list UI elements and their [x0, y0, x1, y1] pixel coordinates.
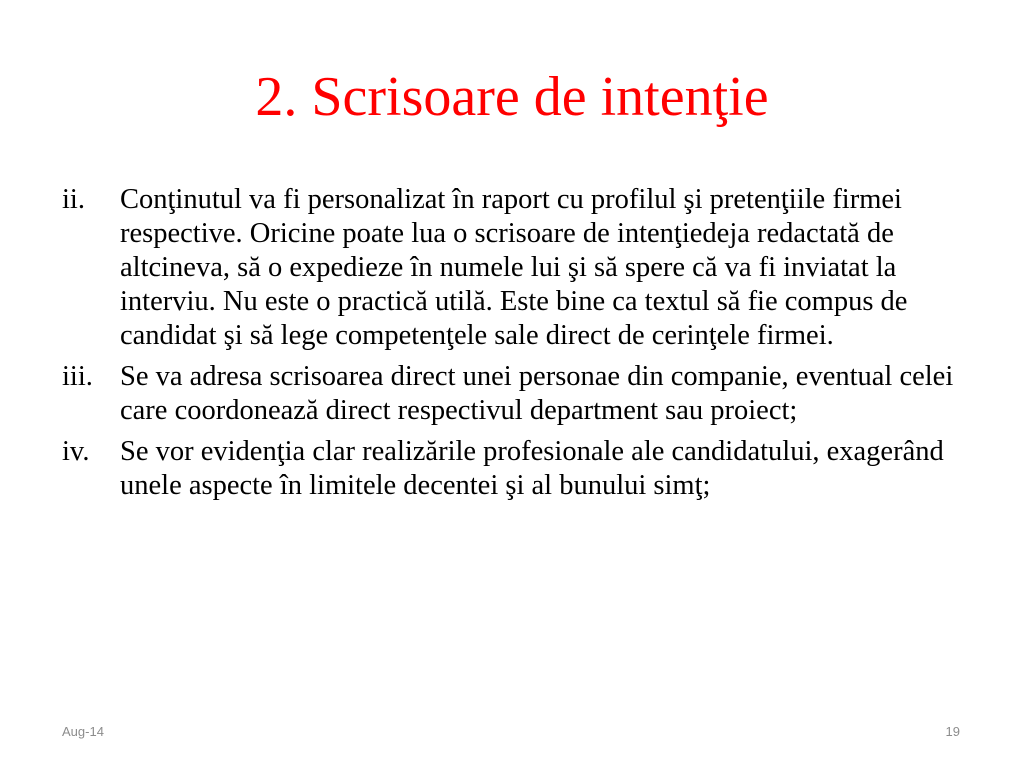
list-marker: ii. — [62, 184, 85, 215]
list-item — [62, 183, 972, 353]
slide-title: 2. Scrisoare de intenţie — [255, 66, 769, 128]
bullet-list — [62, 183, 972, 510]
footer-date: Aug-14 — [62, 724, 104, 739]
list-item-text: Conţinutul va fi personalizat în raport cu profilul şi pretenţiile firmei respective. Oricine poate lua o scrisoare de intenţiedeja redactată de altcineva, să o expedieze în numele lui şi să spere că va fi inviatat la interviu. Nu este o practică utilă. Este bine ca textul să fie compus de candidat şi să lege competenţele sale direct de cerinţele firmei. — [120, 184, 908, 351]
list-item-text: Se vor evidenţia clar realizările profesionale ale candidatului, exagerând unele aspecte în limitele decentei şi al bunului simţ; — [120, 436, 944, 501]
list-marker: iii. — [62, 361, 93, 392]
list-item-text: Se va adresa scrisoarea direct unei personae din companie, eventual celei care coordonează direct respectivul department sau proiect; — [120, 361, 954, 426]
list-marker: iv. — [62, 436, 90, 467]
list-item — [62, 360, 972, 428]
footer-page-number: 19 — [945, 724, 960, 739]
list-item — [62, 435, 972, 503]
